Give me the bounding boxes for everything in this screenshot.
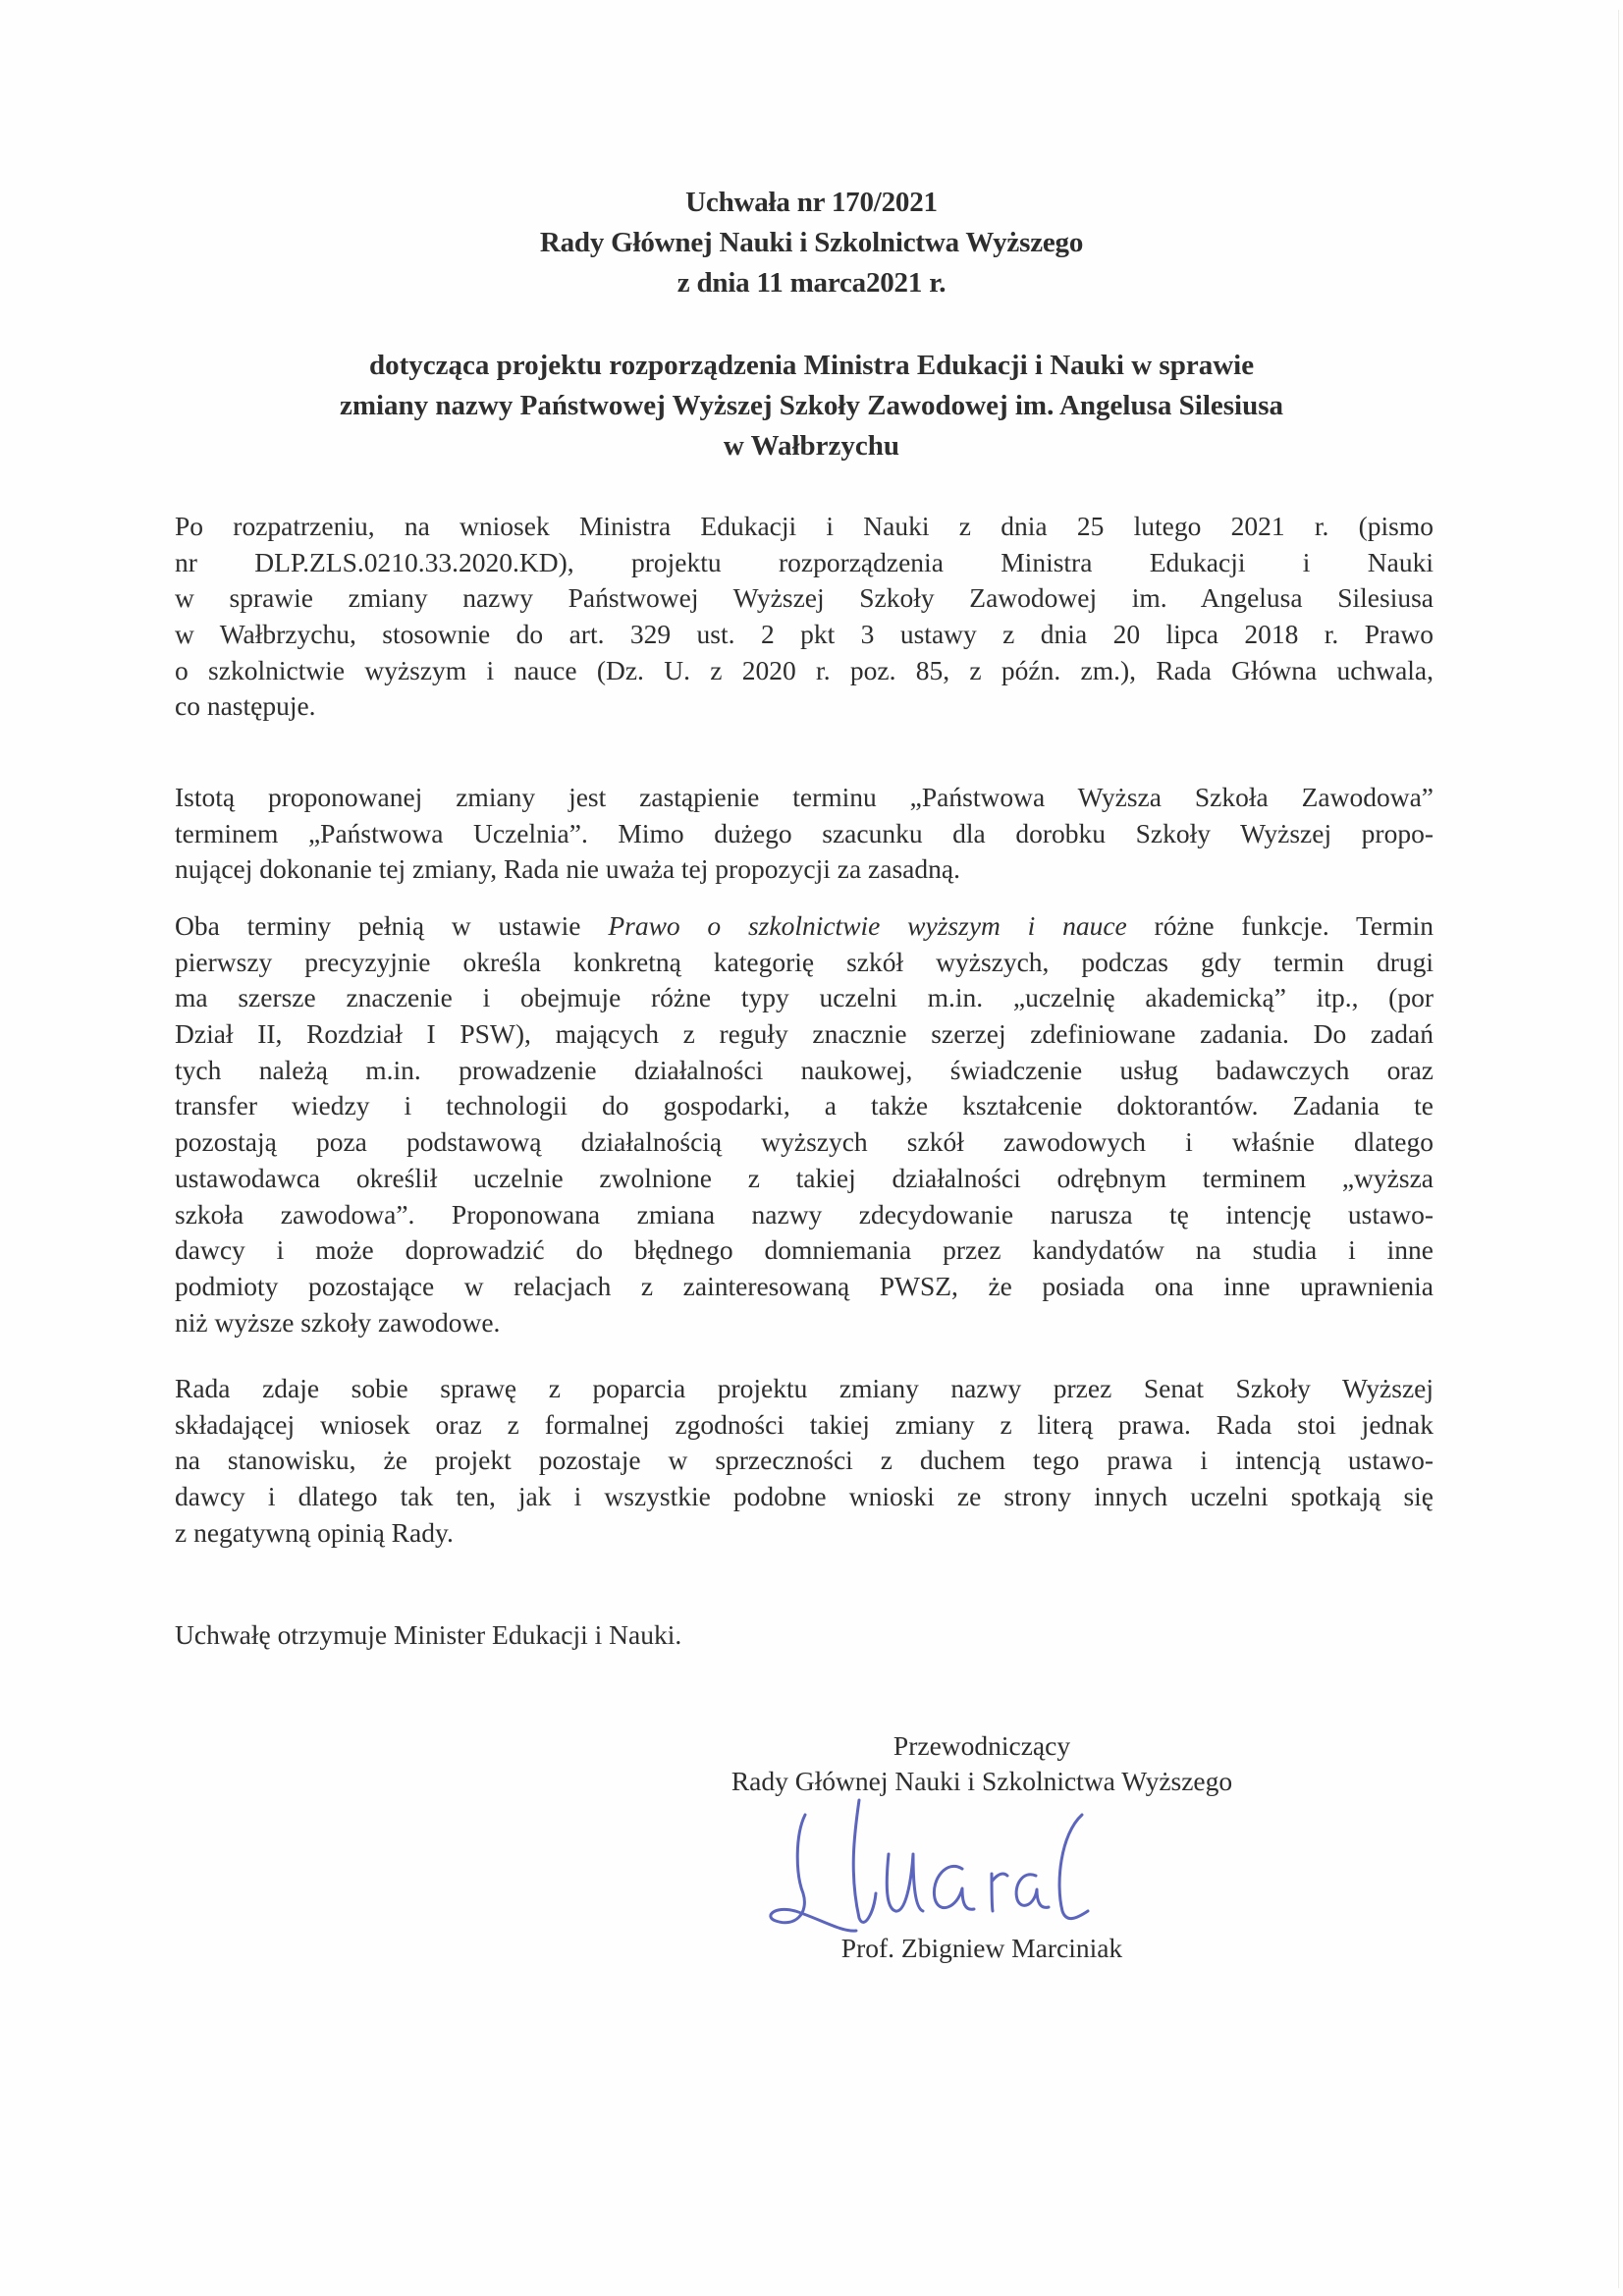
resolution-date: z dnia 11 marca2021 r. — [676, 267, 947, 299]
resolution-header — [0, 183, 1623, 303]
text-line: z negatywną opinią Rady. — [175, 1516, 454, 1548]
text-line: szkoła zawodowa”. Proponowana zmiana nazwy zdecydowanie narusza tę intencję ustawo- — [175, 1198, 1434, 1230]
italic-act-title: Prawo o szkolnictwie wyższym i nauce — [608, 910, 1127, 941]
subject-line: w Wałbrzychu — [723, 430, 900, 462]
text-line: Rada zdaje sobie sprawę z poparcia projektu zmiany nazwy przez Senat Szkoły Wyższej — [175, 1373, 1434, 1403]
resolution-subject — [0, 346, 1623, 466]
resolution-number: Uchwała nr 170/2021 — [685, 187, 938, 218]
paragraph-2 — [175, 780, 1434, 888]
signatory-organization: Rady Głównej Nauki i Szkolnictwa Wyższego — [730, 1766, 1233, 1796]
text-segment: różne funkcje. Termin — [1154, 910, 1434, 941]
text-line: Dział II, Rozdział I PSW), mających z reguły znacznie szerzej zdefiniowane zadania. Do zadań — [175, 1018, 1434, 1050]
text-segment: Oba terminy pełnią w ustawie — [175, 910, 581, 941]
text-line: transfer wiedzy i technologii do gospodarki, a także kształcenie doktorantów. Zadania te — [175, 1090, 1434, 1121]
council-name: Rady Głównej Nauki i Szkolnictwa Wyższego — [539, 227, 1084, 258]
text-line: podmioty pozostające w relacjach z zainteresowaną PWSZ, że posiada ona inne uprawnienia — [175, 1270, 1434, 1301]
text-line: ustawodawca określił uczelnie zwolnione z takiej działalności odrębnym terminem „wyższa — [175, 1162, 1434, 1193]
text-line: co następuje. — [175, 690, 316, 722]
text-line-with-italic — [175, 908, 1434, 945]
text-line: Uchwałę otrzymuje Minister Edukacji i Nauki. — [175, 1619, 682, 1650]
subject-line: zmiany nazwy Państwowej Wyższej Szkoły Zawodowej im. Angelusa Silesiusa — [339, 390, 1284, 421]
text-line: w sprawie zmiany nazwy Państwowej Wyższej Szkoły Zawodowej im. Angelusa Silesiusa — [175, 582, 1434, 614]
text-line: terminem „Państwowa Uczelnia”. Mimo dużego szacunku dla dorobku Szkoły Wyższej propo- — [175, 817, 1434, 848]
subject-line: dotycząca projektu rozporządzenia Ministra Edukacji i Nauki w sprawie — [368, 350, 1255, 381]
text-line: nującej dokonanie tej zmiany, Rada nie uważa tej propozycji za zasadną. — [175, 853, 960, 885]
signatory-role: Przewodniczący — [893, 1730, 1071, 1761]
paragraph-3 — [175, 908, 1434, 1340]
text-line: dawcy i może doprowadzić do błędnego domniemania przez kandydatów na studia i inne — [175, 1234, 1434, 1266]
text-line: nr DLP.ZLS.0210.33.2020.KD), projektu rozporządzenia Ministra Edukacji i Nauki — [175, 546, 1434, 577]
text-line: Istotą proponowanej zmiany jest zastąpienie terminu „Państwowa Wyższa Szkoła Zawodowa” — [175, 782, 1434, 812]
text-line: składającej wniosek oraz z formalnej zgodności takiej zmiany z literą prawa. Rada stoi jednak — [175, 1408, 1434, 1440]
text-line: o szkolnictwie wyższym i nauce (Dz. U. z 2020 r. poz. 85, z późn. zm.), Rada Główna uchwala, — [175, 654, 1434, 685]
text-line: w Wałbrzychu, stosownie do art. 329 ust. 2 pkt 3 ustawy z dnia 20 lipca 2018 r. Prawo — [175, 619, 1434, 650]
handwritten-signature-icon — [766, 1795, 1090, 1942]
text-line: dawcy i dlatego tak ten, jak i wszystkie podobne wnioski ze strony innych uczelni spotkają się — [175, 1481, 1434, 1512]
paragraph-1 — [175, 509, 1434, 725]
text-line: pozostają poza podstawową działalnością wyższych szkół zawodowych i właśnie dlatego — [175, 1126, 1434, 1158]
text-line: ma szersze znaczenie i obejmuje różne typy uczelni m.in. „uczelnię akademicką” itp., (por — [175, 982, 1434, 1013]
paragraph-4 — [175, 1371, 1434, 1551]
paragraph-5 — [175, 1617, 1434, 1654]
text-line: pierwszy precyzyjnie określa konkretną kategorię szkół wyższych, podczas gdy termin drugi — [175, 946, 1434, 977]
text-line: Po rozpatrzeniu, na wniosek Ministra Edukacji i Nauki z dnia 25 lutego 2021 r. (pismo — [175, 511, 1434, 541]
text-line: na stanowisku, że projekt pozostaje w sprzeczności z duchem tego prawa i intencją ustawo- — [175, 1445, 1434, 1476]
text-line: tych należą m.in. prowadzenie działalności naukowej, świadczenie usług badawczych oraz — [175, 1054, 1434, 1085]
signatory-name: Prof. Zbigniew Marciniak — [840, 1933, 1123, 1963]
text-line: niż wyższe szkoły zawodowe. — [175, 1306, 501, 1338]
